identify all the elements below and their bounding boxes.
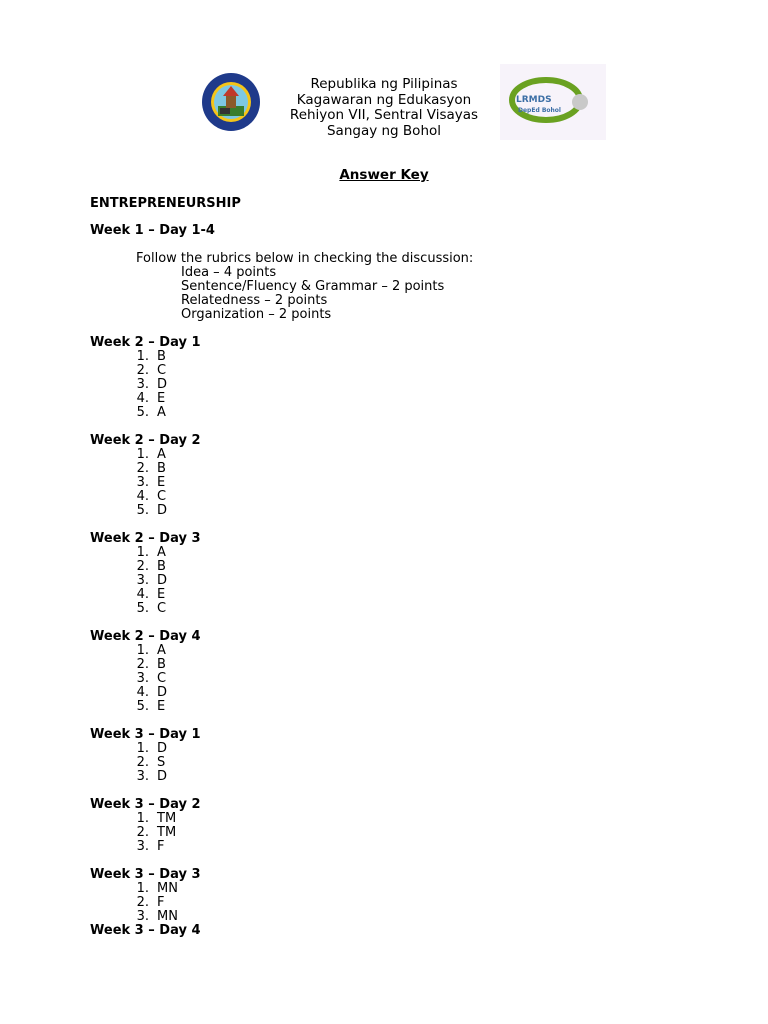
- header-line: Sangay ng Bohol: [326, 122, 442, 139]
- answer-value: F: [157, 839, 165, 854]
- lrmds-logo: [500, 64, 606, 140]
- answer-value: TM: [157, 811, 177, 826]
- answer-value: B: [157, 461, 166, 476]
- rubric-item: Sentence/Fluency & Grammar – 2 points: [181, 279, 445, 294]
- section-heading: Week 2 – Day 1: [90, 335, 201, 350]
- answer-value: D: [157, 573, 168, 588]
- deped-seal-logo: [196, 72, 266, 132]
- answer-number: 2.: [136, 559, 149, 574]
- answer-number: 2.: [136, 461, 149, 476]
- answer-number: 5.: [136, 699, 149, 714]
- section-heading: Week 2 – Day 3: [90, 531, 201, 546]
- rubric-item: Organization – 2 points: [181, 307, 332, 322]
- answer-value: E: [157, 391, 166, 406]
- header-text-block: [270, 77, 498, 139]
- section-heading: Week 3 – Day 2: [90, 797, 201, 812]
- answer-item: [90, 644, 710, 658]
- document-header: [0, 72, 768, 144]
- page-title: Answer Key: [339, 167, 429, 183]
- answer-number: 5.: [136, 503, 149, 518]
- answer-number: 2.: [136, 755, 149, 770]
- answer-number: 3.: [136, 909, 149, 924]
- header-line: Rehiyon VII, Sentral Visayas: [289, 107, 479, 123]
- answer-item: [90, 658, 710, 672]
- answer-value: MN: [157, 881, 178, 896]
- answer-number: 1.: [136, 349, 149, 364]
- answer-item: [90, 742, 710, 756]
- answer-item: [90, 546, 710, 560]
- answer-value: A: [157, 545, 166, 560]
- answer-item: [90, 826, 710, 840]
- answer-value: D: [157, 377, 168, 392]
- rubric-intro: Follow the rubrics below in checking the discussion:: [136, 251, 474, 266]
- section-heading: Week 2 – Day 2: [90, 433, 201, 448]
- answer-item: [90, 364, 710, 378]
- answer-number: 5.: [136, 405, 149, 420]
- answer-number: 1.: [136, 447, 149, 462]
- section-heading: Week 2 – Day 4: [90, 629, 201, 644]
- answer-number: 3.: [136, 769, 149, 784]
- answer-value: A: [157, 447, 166, 462]
- answer-value: E: [157, 699, 166, 714]
- answer-item: [90, 448, 710, 462]
- answer-value: C: [157, 671, 167, 686]
- answer-value: E: [157, 475, 166, 490]
- answer-number: 3.: [136, 839, 149, 854]
- subject-heading: ENTREPRENEURSHIP: [90, 196, 241, 211]
- answer-number: 3.: [136, 573, 149, 588]
- rubric-heading: Week 1 – Day 1-4: [90, 223, 215, 238]
- answer-item: [90, 504, 710, 518]
- answer-item: [90, 476, 710, 490]
- answer-item: [90, 602, 710, 616]
- answer-value: B: [157, 349, 166, 364]
- answer-number: 3.: [136, 475, 149, 490]
- answer-item: [90, 910, 710, 924]
- answer-value: B: [157, 657, 166, 672]
- answer-value: A: [157, 405, 166, 420]
- answer-value: A: [157, 643, 166, 658]
- answer-number: 1.: [136, 643, 149, 658]
- lrmds-logo-text: LRMDS: [516, 95, 552, 105]
- answer-value: F: [157, 895, 165, 910]
- answer-item: [90, 840, 710, 854]
- header-line: Kagawaran ng Edukasyon: [296, 91, 472, 108]
- answer-item: [90, 882, 710, 896]
- answer-value: D: [157, 685, 168, 700]
- lrmds-logo-subtext: DepEd Bohol: [518, 107, 561, 114]
- section-heading: Week 3 – Day 3: [90, 867, 201, 882]
- answer-value: C: [157, 363, 167, 378]
- answer-number: 4.: [136, 587, 149, 602]
- rubric-item: Idea – 4 points: [181, 265, 277, 280]
- answer-number: 2.: [136, 895, 149, 910]
- answer-item: [90, 770, 710, 784]
- answer-number: 1.: [136, 811, 149, 826]
- answer-item: [90, 462, 710, 476]
- answer-value: S: [157, 755, 166, 770]
- answer-item: [90, 896, 710, 910]
- answer-number: 1.: [136, 881, 149, 896]
- answer-number: 5.: [136, 601, 149, 616]
- answer-item: [90, 700, 710, 714]
- answer-sections: [90, 336, 710, 938]
- answer-number: 1.: [136, 741, 149, 756]
- answer-number: 4.: [136, 391, 149, 406]
- answer-item: [90, 350, 710, 364]
- answer-value: C: [157, 601, 167, 616]
- answer-value: C: [157, 489, 167, 504]
- answer-value: TM: [157, 825, 177, 840]
- answer-key-content: [90, 224, 710, 938]
- answer-item: [90, 756, 710, 770]
- answer-item: [90, 812, 710, 826]
- header-line: Republika ng Pilipinas: [310, 76, 458, 92]
- answer-item: [90, 588, 710, 602]
- answer-item: [90, 686, 710, 700]
- answer-value: D: [157, 503, 168, 518]
- answer-number: 4.: [136, 685, 149, 700]
- section-heading: Week 3 – Day 1: [90, 727, 201, 742]
- answer-item: [90, 574, 710, 588]
- answer-item: [90, 672, 710, 686]
- answer-value: D: [157, 769, 168, 784]
- answer-value: B: [157, 559, 166, 574]
- answer-number: 4.: [136, 489, 149, 504]
- answer-value: E: [157, 587, 166, 602]
- answer-number: 3.: [136, 377, 149, 392]
- rubric-item: Relatedness – 2 points: [181, 293, 328, 308]
- answer-item: [90, 560, 710, 574]
- answer-number: 3.: [136, 671, 149, 686]
- answer-number: 2.: [136, 657, 149, 672]
- answer-number: 2.: [136, 363, 149, 378]
- answer-item: [90, 378, 710, 392]
- answer-number: 2.: [136, 825, 149, 840]
- answer-number: 1.: [136, 545, 149, 560]
- answer-item: [90, 392, 710, 406]
- answer-item: [90, 406, 710, 420]
- answer-item: [90, 490, 710, 504]
- section-heading: Week 3 – Day 4: [90, 923, 201, 938]
- answer-value: D: [157, 741, 168, 756]
- answer-value: MN: [157, 909, 178, 924]
